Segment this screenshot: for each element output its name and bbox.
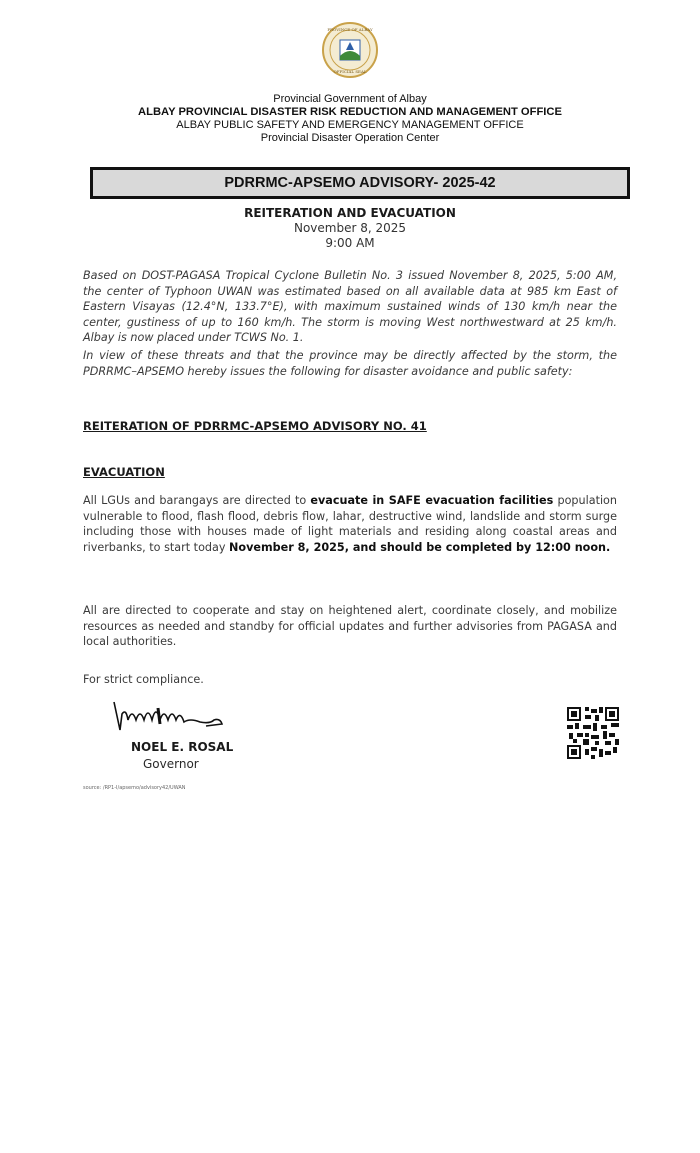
signatory-name: NOEL E. ROSAL xyxy=(131,740,234,754)
header-line-1: Provincial Government of Albay xyxy=(273,93,427,105)
evacuation-emphasis-2: November 8, 2025, and should be completed by 12:00 noon. xyxy=(229,540,611,554)
svg-text:OFFICIAL SEAL: OFFICIAL SEAL xyxy=(333,69,367,74)
qr-code-icon xyxy=(567,707,619,759)
advisory-date: November 8, 2025 xyxy=(293,221,407,235)
threat-paragraph: In view of these threats and that the province may be directly affected by the storm, the PDRRMC–APSEMO hereby issues the following for disaster avoidance and public safety: xyxy=(83,349,617,378)
evacuation-text-c: population vulnerable to flood, flash flood, debris flow, lahar, destructive wind, landslide and storm surge including those with houses made of light materials and residing along coastal areas and riverbanks, to start today xyxy=(83,494,617,554)
province-seal-logo xyxy=(322,20,378,80)
advisory-time: 9:00 AM xyxy=(325,236,375,250)
evacuation-emphasis-1: evacuate in SAFE evacuation facilities xyxy=(310,494,554,507)
section-evacuation-heading: EVACUATION xyxy=(83,465,165,479)
evacuation-paragraph xyxy=(83,493,617,555)
signatory-title: Governor xyxy=(143,757,199,771)
title-block xyxy=(0,206,700,251)
header-line-3: ALBAY PUBLIC SAFETY AND EMERGENCY MANAGEMENT OFFICE xyxy=(176,119,524,131)
source-reference: source: /RP1-I/apsemo/advisory42/UWAN xyxy=(83,785,186,791)
compliance-line: For strict compliance. xyxy=(83,673,204,686)
evacuation-text-a: All LGUs and barangays are directed to xyxy=(83,494,311,507)
header-line-2: ALBAY PROVINCIAL DISASTER RISK REDUCTION AND MANAGEMENT OFFICE xyxy=(138,106,562,118)
svg-text:PROVINCE OF ALBAY: PROVINCE OF ALBAY xyxy=(327,27,373,32)
letterhead xyxy=(0,93,700,145)
bulletin-paragraph: Based on DOST-PAGASA Tropical Cyclone Bulletin No. 3 issued November 8, 2025, 5:00 AM, the center of Typhoon UWAN was estimated based on all available data at 985 km East of Eastern Visayas (12.4°N, 133.7°E), with maximum sustained winds of 130 km/h near the center, gustiness of up to 160 km/h. The storm is moving West northwestward at 25 km/h. Albay is now placed under TCWS No. 1. xyxy=(83,269,617,344)
advisory-heading: REITERATION AND EVACUATION xyxy=(244,206,456,220)
signature-image xyxy=(110,700,240,745)
cooperation-paragraph: All are directed to cooperate and stay on heightened alert, coordinate closely, and mobilize resources as needed and standby for official updates and further advisories from PAGASA and local authorities. xyxy=(83,604,617,648)
section-reiteration-heading: REITERATION OF PDRRMC-APSEMO ADVISORY NO. 41 xyxy=(83,419,427,433)
header-line-4: Provincial Disaster Operation Center xyxy=(260,132,440,144)
advisory-number-box: PDRRMC-APSEMO ADVISORY- 2025-42 xyxy=(90,167,630,199)
